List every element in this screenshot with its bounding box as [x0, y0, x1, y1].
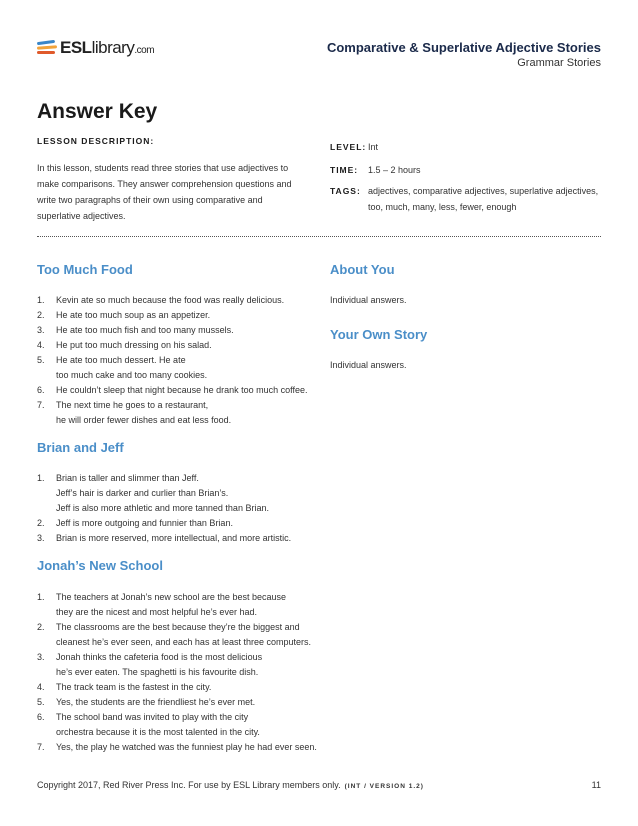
time-value: 1.5 – 2 hours [368, 165, 421, 175]
item-number: 7. [37, 400, 45, 410]
item-number: 1. [37, 592, 45, 602]
item-text: He put too much dressing on his salad. [56, 340, 212, 350]
list-item [37, 620, 337, 650]
your-own-story-text: Individual answers. [330, 360, 407, 370]
item-number: 3. [37, 325, 45, 335]
lesson-description-label: LESSON DESCRIPTION: [37, 136, 155, 146]
tags-label: TAGS: [330, 186, 361, 196]
item-number: 3. [37, 533, 45, 543]
page-number: 11 [591, 780, 601, 790]
item-number: 6. [37, 712, 45, 722]
your-own-story-title: Your Own Story [330, 327, 428, 342]
list-item [37, 680, 337, 695]
item-text: He ate too much soup as an appetizer. [56, 310, 211, 320]
item-number: 7. [37, 742, 45, 752]
item-number: 4. [37, 682, 45, 692]
brian-and-jeff-title: Brian and Jeff [37, 440, 124, 455]
list-item [37, 590, 337, 620]
footer-copyright: Copyright 2017, Red River Press Inc. For use by ESL Library members only. (INT / VERSION 1.2) [37, 780, 424, 790]
list-item [37, 650, 337, 680]
section-divider [37, 236, 601, 237]
item-number: 5. [37, 697, 45, 707]
item-text: The school band was invited to play with the city orchestra because it is the most talented in the city. [56, 712, 260, 737]
item-number: 1. [37, 473, 45, 483]
list-item [37, 338, 327, 353]
footer-version: (INT / VERSION 1.2) [344, 783, 424, 790]
item-number: 1. [37, 295, 45, 305]
tags-value: adjectives, comparative adjectives, superlative adjectives, too, much, many, less, fewer, enough [368, 186, 599, 212]
list-item [37, 323, 327, 338]
list-item [37, 398, 327, 428]
list-item [37, 516, 327, 531]
list-item [37, 383, 327, 398]
list-item [37, 308, 327, 323]
item-number: 6. [37, 385, 45, 395]
jonahs-new-school-title: Jonah’s New School [37, 558, 163, 573]
time-row [330, 162, 608, 178]
brian-and-jeff-list [37, 471, 327, 546]
item-number: 2. [37, 622, 45, 632]
item-text: He ate too much fish and too many mussels. [56, 325, 234, 335]
list-item [37, 740, 337, 755]
page-heading: Answer Key [37, 100, 158, 123]
item-text: Brian is taller and slimmer than Jeff. Jeff’s hair is darker and curlier than Brian’s. Jeff is also more athletic and more tanned than Brian. [56, 473, 269, 513]
item-text: He couldn’t sleep that night because he drank too much coffee. [56, 385, 308, 395]
level-value: Int [368, 142, 379, 152]
level-row [330, 139, 608, 155]
time-label: TIME: [330, 165, 359, 175]
list-item [37, 353, 327, 383]
jonahs-new-school-list [37, 590, 337, 755]
logo-text: ESLlibrary.com [60, 38, 155, 57]
item-number: 5. [37, 355, 45, 365]
list-item [37, 293, 327, 308]
list-item [37, 710, 337, 740]
book-logo-icon [37, 40, 57, 56]
tags-row [330, 183, 608, 215]
about-you-text: Individual answers. [330, 295, 407, 305]
item-text: The track team is the fastest in the city. [56, 682, 212, 692]
item-text: The teachers at Jonah’s new school are the best because they are the nicest and most helpful he’s ever had. [56, 592, 286, 617]
item-text: Jonah thinks the cafeteria food is the most delicious he’s ever eaten. The spaghetti is his favourite dish. [56, 652, 263, 677]
too-much-food-title: Too Much Food [37, 262, 133, 277]
item-text: Kevin ate so much because the food was really delicious. [56, 295, 285, 305]
level-label: LEVEL: [330, 142, 367, 152]
esl-library-logo [37, 38, 154, 58]
item-text: Jeff is more outgoing and funnier than Brian. [56, 518, 233, 528]
item-text: The next time he goes to a restaurant, he will order fewer dishes and eat less food. [56, 400, 232, 425]
document-subtitle: Grammar Stories [517, 57, 601, 69]
item-number: 2. [37, 310, 45, 320]
list-item [37, 695, 337, 710]
lesson-description-text: In this lesson, students read three stories that use adjectives to make comparisons. They answer comprehension questions and write two paragraphs of their own using comparative and superlative adjectives. [37, 163, 292, 221]
item-number: 4. [37, 340, 45, 350]
about-you-title: About You [330, 262, 395, 277]
item-number: 3. [37, 652, 45, 662]
item-text: Yes, the students are the friendliest he’s ever met. [56, 697, 256, 707]
item-text: Yes, the play he watched was the funniest play he had ever seen. [56, 742, 317, 752]
document-title: Comparative & Superlative Adjective Stories [326, 40, 601, 55]
item-number: 2. [37, 518, 45, 528]
item-text: Brian is more reserved, more intellectual, and more artistic. [56, 533, 292, 543]
too-much-food-list [37, 293, 327, 428]
item-text: He ate too much dessert. He ate too much cake and too many cookies. [56, 355, 208, 380]
item-text: The classrooms are the best because they’re the biggest and cleanest he’s ever seen, and each has at least three computers. [56, 622, 311, 647]
list-item [37, 471, 327, 516]
list-item [37, 531, 327, 546]
